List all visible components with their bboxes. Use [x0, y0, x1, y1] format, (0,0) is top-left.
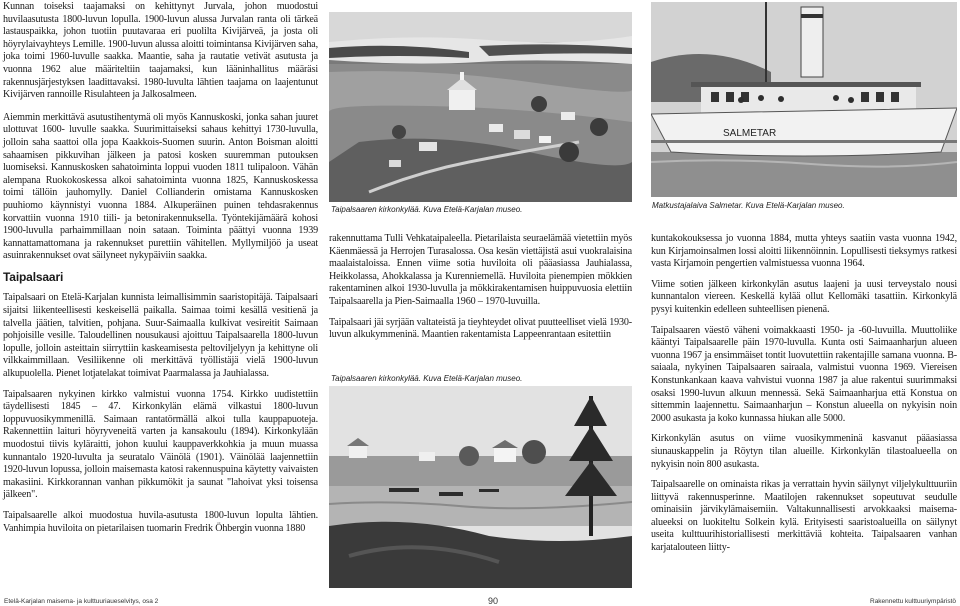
ship-name-text: SALMETAR: [723, 128, 777, 139]
caption-photo-steamship: Matkustajalaiva Salmetar. Kuva Etelä-Karjalan museo.: [652, 201, 845, 210]
caption-photo-shore: Taipalsaaren kirkonkylää. Kuva Etelä-Karjalan museo.: [331, 374, 523, 383]
section-heading: Taipalsaari: [3, 269, 64, 284]
paragraph-kirkonkyla: Kirkonkylän asutus on viime vuosikymmeninä kasvanut pääasiassa siunauskappelin ja Röytyn tilan alueille. Kirkonkylän tilastoalueella on nykyisin noin 800 asukasta.: [651, 433, 957, 470]
paragraph-jurvala: Kunnan toiseksi taajamaksi on kehittynyt Jurvala, johon muodostui huvilaasutusta 1800-luvun lopulla. 1900-luvun alussa Jurvalan ranta oli tärkeä lastauspaikka, johon tuotiin puutavaraa eri puolilta Kivijärveä, ja josta oli höyrylaivayhteys Lemille. 1900-luvun alussa aloitti toimintansa Kivijärven saha, joka toimi 1960-luvulle saakka. Maantie, saha ja rautatie vetivät asutusta ja vuonna 1962 alue määriteltiin taajamaksi, kun lääninhallitus määräsi rakennusjärjestyksen laadittavaksi. 1980-luvulta lähtien taajama on laajentunut Kivijärven rannoille Risulahteen ja Jalkosalmeen.: [3, 1, 318, 101]
paragraph-kannuskoski: Aiemmin merkittävä asutustihentymä oli myös Kannuskoski, jonka sahan juuret ulottuvat 1600- luvulle saakka. Suurimittaiseksi sahaus kehittyi 1730-luvulla, jolloin saha saattoi olla jopa Kaakkois-Suomen suurin. Anton Boisman aloitti sahaamisen pikkuvihan jälkeen ja patosi kosken suuremman putouksen luomiseksi. Kannuskosken sahatoiminta loppui vuoden 1811 tulipaloon. Vähän alempana Ruokokoskessa alkoi sahatoiminta vuonna 1825, Kannuskoskessa toimi tällöin jauhomylly. Daniel Collianderin omistama Kannuskosken puuhiomo käynnistyi vuonna 1884. Alkuperäinen puinen tehdasrakennus korvattiin vuonna 1910 tiili- ja betonirakennuksella. Työntekijämäärä kohosi 1900-luvulla parhaimmillaan noin sataan. Toiminta päättyi vuonna 1939 kannattamattomana ja rakennukset purettiin vähitellen. Myllymiljöö ja useat asuinrakennukset ovat säilyneet nykypäiviin saakka.: [3, 111, 318, 262]
paragraph-taipalsaari-3: Taipalsaarelle alkoi muodostua huvila-asutusta 1800-luvun lopulta lähtien. Vanhimpia huviloita on pietarilaisen tuomarin Fredrik Öhbergin vuonna 1880: [3, 509, 318, 534]
paragraph-tieyhteydet: Taipalsaari jäi syrjään valtateistä ja tieyhteydet olivat puutteelliset vielä 1930-luvun alkukymmeninä. Maantien rakentamista Lappeenrantaan esitettiin: [329, 316, 632, 341]
caption-photo-aerial: Taipalsaaren kirkonkylää. Kuva Etelä-Karjalan museo.: [331, 205, 523, 214]
paragraph-rakennusperinne: Taipalsaarelle on ominaista rikas ja verrattain hyvin säilynyt viljelykulttuuriin liittyvä rakennusperinne. Maatilojen rakennukset sopeutuvat seudulle ominaisiin järvikylämaisemiin. Valtakunnallisesti arvokkaaksi maisema-alueeksi on luokiteltu Solkein kylä. Erityisesti saaristoalueilla on säilynyt useita kulttuurihistoriallisesti merkittäviä kohteita. Taipalsaaren vanhan karjatalouteen liitty-: [651, 479, 957, 554]
footer-right: Rakennettu kulttuuriympäristö: [870, 598, 956, 605]
footer-left: Etelä-Karjalan maisema- ja kulttuuriaueselvitys, osa 2: [4, 598, 159, 605]
paragraph-huvilat: rakennuttama Tulli Vehkataipaleella. Pietarilaista seuraelämää vietettiin myös Käenmäessä ja Herrojen Turasalossa. Osa kesän viettäjistä asui vuokralaisina maalaistaloissa. Ennen viime sotia huviloita oli pääasiassa Jauhialassa, Heikkolassa, Ahokkalassa ja Kurenniemellä. Huviloita pienempien mökkien rakentaminen alkoi 1930-luvulla ja mökkirakentamisen huippuvuosia elettiin Taipalsaarella ja Pien-Saimaalla 1960 – 1970-luvuilla.: [329, 233, 632, 307]
photo-steamship: [651, 2, 957, 197]
text-column-middle: [329, 233, 632, 350]
photo-shore-village: [329, 386, 632, 588]
text-column-right: [651, 233, 957, 563]
text-column-left: [3, 1, 318, 543]
page-number: 90: [488, 596, 499, 606]
paragraph-sotien-jalkeen: Viime sotien jälkeen kirkonkylän asutus laajeni ja uusi terveystalo nousi kunnantalon viereen. Keskellä kylää ollut Kellomäki tasattiin. Kirkonkylä pysyi kuitenkin edelleen suhteellisen pienenä.: [651, 278, 957, 315]
paragraph-taipalsaari-1: Taipalsaari on Etelä-Karjalan kunnista leimallisimmin saaristopitäjä. Taipalsaari sijaitsi liikenteellisesti keskeisellä paikalla. Saimaa toimi kesällä vesitienä ja talvella jäätien, talvitien, pohjana. Suur-Saimaalla kulkivat vesireitit Saimaan pohjoisille vesille. Taloudellinen nousukausi ajoittuu Taipalsaarella 1800-luvun lopulle, jolloin asteittain siirryttiin kaskeamisesta peltoviljelyyn ja kehittyne oli vilkkaimmillaan. Vesiliikenne oli merkittävä työllistäjä vielä 1900-luvun alkupuolella. Pienet lotjatelakat toimivat Paarmalassa ja Jauhialassa.: [3, 292, 318, 380]
paragraph-vaesto: Taipalsaaren väestö väheni voimakkaasti 1950- ja -60-luvuilla. Muuttoliike kääntyi Taipalsaarelle päin 1970-luvulla. Kunta osti Saimaanharjun alueen vuonna 1967 ja ensimmäiset tontit luovutettiin rakentajille samana vuonna. B-saiaala, nykyinen Taipalsaaren sairaala, valmistui vuonna 1969. Viereisen Konstunkankaan kaava vahvistui vuonna 1987 ja alue rakentui suurimmaksi osaksi 1990-luvun alkuun mennessä. Sekä Saimaanharjua että Konstua on sittemmin laajennettu. Saimaanharjun – Konstun alueella on nykyisin noin 2000 asukasta ja koko kunnassa hiukan alle 5000.: [651, 324, 957, 424]
photo-aerial-village: [329, 12, 632, 202]
paragraph-lossi: kuntakokouksessa jo vuonna 1884, mutta yhteys saatiin vasta vuonna 1942, kun Kirjamoinsalmen lossi aloitti liikennöinnin. Lopullisesti tieksymys ratkesi vasta Kirjamoin pengertien valmistuessa vuonna 1964.: [651, 233, 957, 270]
paragraph-taipalsaari-2: Taipalsaaren nykyinen kirkko valmistui vuonna 1754. Kirkko uudistettiin täydellisesti 1845 – 47. Kirkonkylän elämä vilkastui 1800-luvun loppuvuosikymmenillä. Saimaan rantatörmällä alkoi tulla kauppapuoteja. Rakennettiin laituri höyryveneitä varten ja kansakoulu (1894). Kirkonkylään muodostui tiivis kyläraitti, johon kuului kauppaverkkohkia ja muun muassa kunnantalo 1920-luvulta ja seuratalo Väinölä (1901). Väinölää laajennettiin 1920-luvun lopussa, jolloin maisemasta katosi rakennuspuina käytetty vaivaisten makasiini. Kirkkorannan vanhan pikkumökit ja saunat "lahoivat yksi toisensa jälkeen".: [3, 388, 319, 501]
